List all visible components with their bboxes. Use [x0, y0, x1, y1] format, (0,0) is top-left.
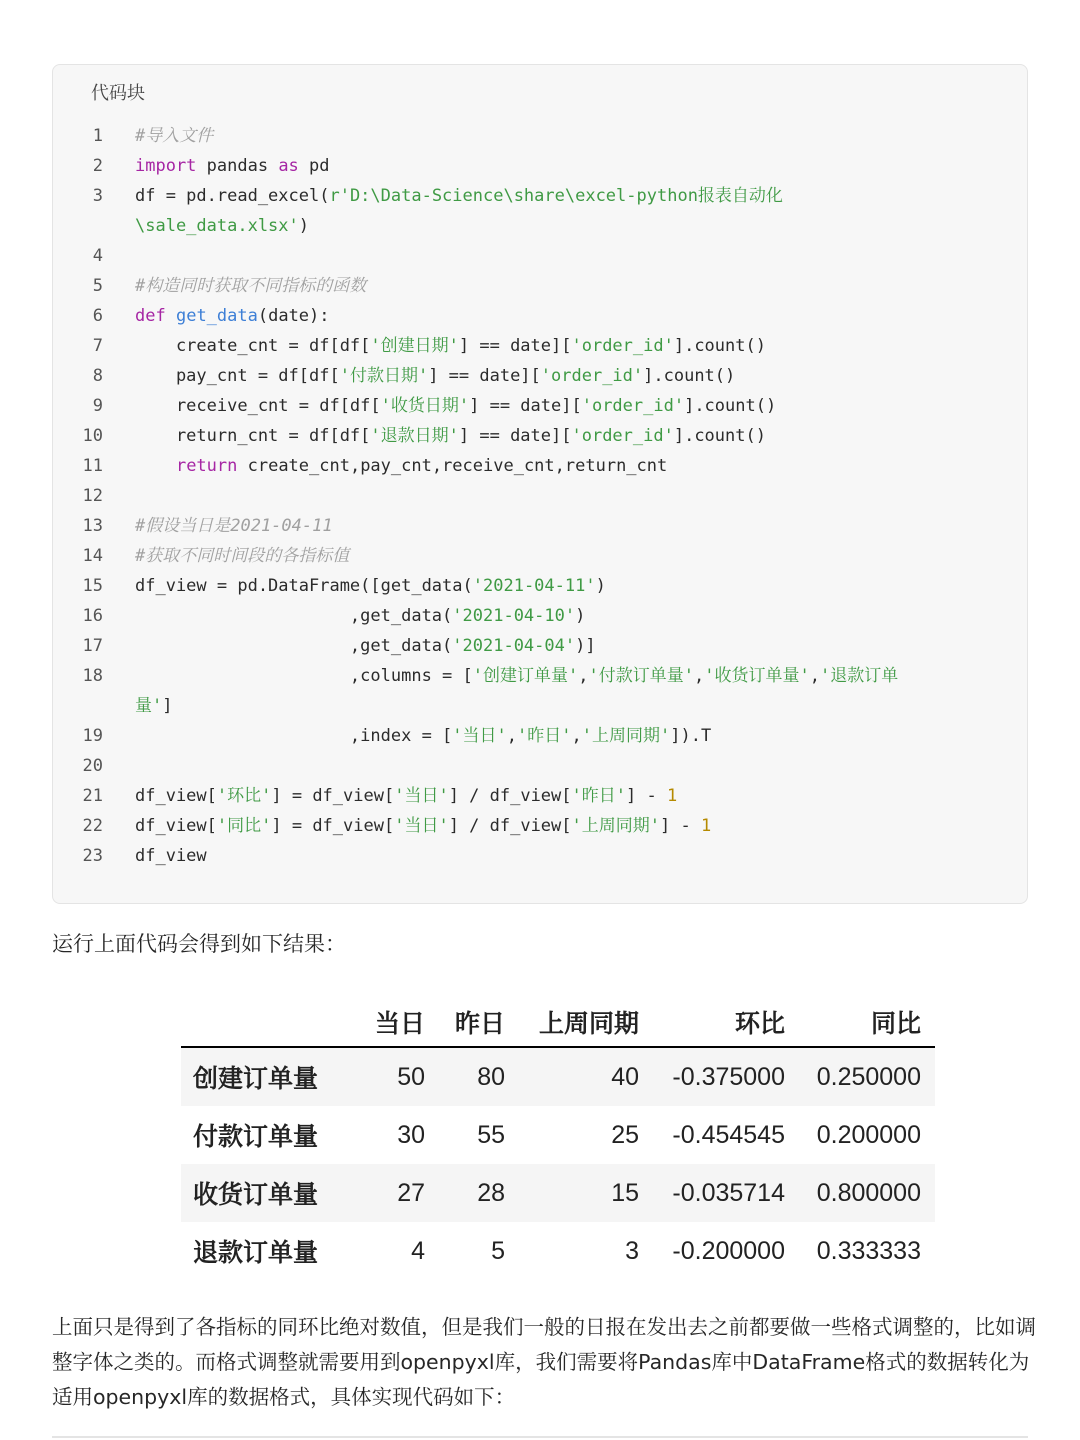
code-token: pandas	[196, 156, 279, 176]
code-token	[135, 456, 176, 476]
line-number: 4	[92, 246, 103, 266]
code-line	[53, 631, 1027, 661]
table-cell: 0.250000	[799, 1047, 935, 1106]
code-line	[53, 511, 1027, 541]
code-text	[135, 661, 898, 691]
code-text	[135, 181, 783, 211]
table-row	[181, 1106, 935, 1164]
line-number: 2	[92, 156, 103, 176]
code-token: def	[135, 306, 166, 326]
code-token: ] -	[626, 786, 667, 806]
line-number: 10	[82, 426, 103, 446]
code-line	[53, 601, 1027, 631]
line-number: 16	[82, 606, 103, 626]
code-line	[53, 181, 1027, 211]
code-token: '上周同期'	[571, 816, 660, 836]
code-token: #假设当日是2021-04-11	[135, 516, 333, 536]
code-token: ] == date][	[428, 366, 541, 386]
code-token: '收货订单量'	[704, 666, 810, 686]
code-line	[53, 721, 1027, 751]
code-token: '昨日'	[517, 726, 572, 746]
code-text	[135, 571, 606, 601]
row-header: 退款订单量	[193, 1239, 319, 1267]
column-header: 当日	[363, 998, 439, 1047]
code-token: (date):	[257, 306, 330, 326]
table-cell: 0.800000	[799, 1164, 935, 1222]
code-token: ,get_data(	[135, 606, 453, 626]
line-number: 18	[82, 666, 103, 686]
column-header: 环比	[653, 998, 799, 1047]
code-token: #导入文件	[135, 126, 214, 146]
code-token: df_view[	[135, 816, 217, 836]
line-number: 11	[82, 456, 103, 476]
code-token: 'order_id'	[581, 396, 685, 416]
table-cell: 15	[519, 1164, 653, 1222]
line-number: 19	[82, 726, 103, 746]
code-token: create_cnt = df[df[	[135, 336, 371, 356]
code-token: ,index = [	[135, 726, 453, 746]
next-code-block-edge	[52, 1436, 1028, 1438]
column-header: 上周同期	[519, 998, 653, 1047]
table-cell: 80	[439, 1047, 519, 1106]
code-line	[53, 151, 1027, 181]
code-token: ].count()	[673, 426, 766, 446]
line-number: 17	[82, 636, 103, 656]
code-line	[53, 571, 1027, 601]
line-number: 21	[82, 786, 103, 806]
code-line	[53, 271, 1027, 301]
code-token: ].count()	[673, 336, 766, 356]
explanation-paragraph: 上面只是得到了各指标的同环比绝对数值，但是我们一般的日报在发出去之前都要做一些格式调整的，比如调整字体之类的。而格式调整就需要用到openpyxl库，我们需要将Pandas库中DataFrame格式的数据转化为适用openpyxl库的数据格式，具体实现代码如下：	[52, 1315, 1036, 1409]
code-token: ] / df_view[	[448, 816, 572, 836]
line-number: 6	[92, 306, 103, 326]
code-token: 量'	[135, 696, 163, 716]
code-text	[135, 361, 735, 391]
table-cell: 50	[363, 1047, 439, 1106]
column-header: 同比	[799, 998, 935, 1047]
code-line	[53, 121, 1027, 151]
code-token: ]	[162, 696, 173, 716]
line-number: 12	[82, 486, 103, 506]
code-token: import	[135, 156, 197, 176]
code-token: '付款订单量'	[588, 666, 694, 686]
code-line	[53, 811, 1027, 841]
code-text	[135, 301, 330, 331]
table-row	[181, 1047, 935, 1106]
code-token: ] == date][	[458, 336, 572, 356]
code-token: '创建日期'	[370, 336, 459, 356]
code-token: '当日'	[394, 816, 449, 836]
code-token: create_cnt,pay_cnt,receive_cnt,return_cnt	[237, 456, 668, 476]
code-token: ].count()	[643, 366, 736, 386]
table-row	[181, 1164, 935, 1222]
code-token: #构造同时获取不同指标的函数	[135, 276, 367, 296]
code-token: ] = df_view[	[271, 786, 395, 806]
code-block	[52, 64, 1028, 904]
code-block-title: 代码块	[91, 83, 145, 104]
table-cell: -0.454545	[672, 1120, 785, 1149]
code-line	[53, 421, 1027, 451]
code-text	[135, 631, 596, 661]
line-number: 22	[82, 816, 103, 836]
code-token: df_view[	[135, 786, 217, 806]
code-token: ,	[571, 726, 582, 746]
code-token: '退款日期'	[370, 426, 459, 446]
row-header: 创建订单量	[181, 1047, 363, 1106]
code-line	[53, 781, 1027, 811]
line-number: 1	[92, 126, 103, 146]
code-token: df_view	[135, 846, 207, 866]
code-token: ,	[578, 666, 589, 686]
line-number: 7	[92, 336, 103, 356]
code-token: ].count()	[684, 396, 777, 416]
code-token: ]).T	[670, 726, 712, 746]
code-text	[135, 811, 711, 841]
code-token: df_view = pd.DataFrame([get_data(	[135, 576, 473, 596]
code-text	[135, 271, 366, 301]
code-token: '2021-04-04'	[452, 636, 576, 656]
code-line	[53, 451, 1027, 481]
code-token: '2021-04-11'	[472, 576, 596, 596]
code-token: )	[298, 216, 310, 236]
table-cell: 25	[611, 1120, 639, 1149]
table-cell: 4	[411, 1236, 425, 1265]
code-token: 'order_id'	[571, 336, 674, 356]
code-token: '当日'	[452, 726, 507, 746]
code-lines	[53, 121, 1027, 871]
code-text	[135, 211, 309, 241]
code-token: r'D:\Data-Science\share\excel-python报表自动化	[329, 186, 783, 206]
code-token: 1	[700, 816, 712, 836]
code-token: 'order_id'	[571, 426, 674, 446]
code-text	[135, 421, 766, 451]
line-number: 14	[82, 546, 103, 566]
code-token: ,	[506, 726, 518, 746]
code-token	[166, 306, 176, 326]
code-token: )	[595, 576, 606, 596]
code-text	[135, 691, 173, 721]
result-intro-paragraph: 运行上面代码会得到如下结果：	[52, 932, 346, 956]
table-header-row	[181, 998, 935, 1047]
code-text	[135, 451, 667, 481]
line-number: 5	[92, 276, 103, 296]
line-number: 9	[92, 396, 103, 416]
table-cell: -0.200000	[672, 1236, 785, 1265]
code-line	[53, 691, 1027, 721]
line-number: 3	[92, 186, 103, 206]
code-line	[53, 361, 1027, 391]
code-line	[53, 241, 1027, 271]
code-token: '收货日期'	[380, 396, 470, 416]
table-cell: 55	[477, 1120, 505, 1149]
table-row	[181, 1222, 935, 1280]
code-token: pay_cnt = df[df[	[135, 366, 340, 386]
table-cell: 0.200000	[816, 1120, 921, 1149]
code-token: ] / df_view[	[448, 786, 572, 806]
code-token: '上周同期'	[581, 726, 671, 746]
table-cell: 27	[363, 1164, 439, 1222]
code-text	[135, 601, 585, 631]
code-line	[53, 331, 1027, 361]
code-token: get_data	[175, 306, 258, 326]
code-token: receive_cnt = df[df[	[135, 396, 381, 416]
table-cell: 5	[491, 1236, 505, 1265]
code-text	[135, 391, 776, 421]
code-text	[135, 541, 349, 571]
table-cell: 3	[625, 1236, 639, 1265]
code-token: #获取不同时间段的各指标值	[135, 546, 350, 566]
code-text	[135, 511, 333, 541]
code-token: 1	[666, 786, 678, 806]
code-token: '2021-04-10'	[452, 606, 576, 626]
code-token: )]	[575, 636, 596, 656]
code-line	[53, 391, 1027, 421]
code-token: ] = df_view[	[271, 816, 395, 836]
code-token: '付款日期'	[339, 366, 429, 386]
code-line	[53, 751, 1027, 781]
column-header: 昨日	[439, 998, 519, 1047]
code-token: '退款订单	[819, 666, 899, 686]
code-line	[53, 211, 1027, 241]
code-token: df = pd.read_excel(	[135, 186, 330, 206]
table-cell: 40	[519, 1047, 653, 1106]
code-line	[53, 481, 1027, 511]
table-cell: 28	[439, 1164, 519, 1222]
line-number: 23	[82, 846, 103, 866]
code-token: 'order_id'	[540, 366, 644, 386]
code-token: '昨日'	[571, 786, 626, 806]
line-number: 15	[82, 576, 103, 596]
row-header: 收货订单量	[181, 1164, 363, 1222]
code-token: )	[575, 606, 586, 626]
code-token: ,	[809, 666, 820, 686]
code-token: ] -	[660, 816, 701, 836]
code-token: return	[175, 456, 238, 476]
code-text	[135, 781, 677, 811]
line-number: 8	[92, 366, 103, 386]
code-text	[135, 841, 207, 871]
code-token: ,	[693, 666, 705, 686]
column-header	[181, 998, 363, 1047]
code-token: '当日'	[394, 786, 449, 806]
line-number: 20	[82, 756, 103, 776]
code-token: pd	[298, 156, 330, 176]
code-token: ,columns = [	[135, 666, 473, 686]
code-text	[135, 331, 766, 361]
code-line	[53, 661, 1027, 691]
code-token: '创建订单量'	[472, 666, 579, 686]
table-cell: 0.333333	[816, 1236, 921, 1265]
code-line	[53, 541, 1027, 571]
code-token: ,get_data(	[135, 636, 453, 656]
code-text	[135, 151, 330, 181]
table-cell: 30	[397, 1120, 425, 1149]
code-text	[135, 121, 213, 151]
line-number: 13	[82, 516, 103, 536]
code-text	[135, 721, 711, 751]
row-header: 付款订单量	[193, 1123, 319, 1151]
code-token: ] == date][	[469, 396, 582, 416]
code-token: as	[278, 156, 299, 176]
code-token: ] == date][	[458, 426, 572, 446]
code-token: return_cnt = df[df[	[135, 426, 371, 446]
code-token: \sale_data.xlsx'	[135, 216, 299, 236]
code-token: '同比'	[216, 816, 272, 836]
code-token: '环比'	[216, 786, 272, 806]
code-line	[53, 841, 1027, 871]
table-cell: -0.035714	[653, 1164, 799, 1222]
table-cell: -0.375000	[653, 1047, 799, 1106]
result-table	[181, 998, 935, 1280]
code-line	[53, 301, 1027, 331]
